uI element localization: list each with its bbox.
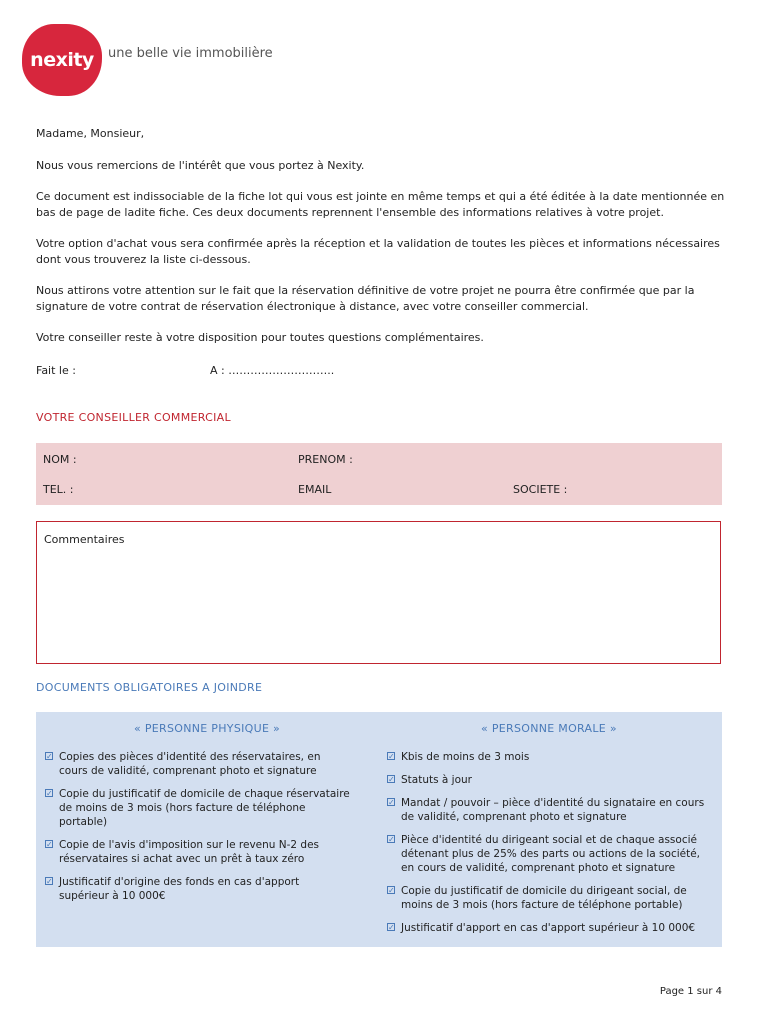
list-item: ✓ Statuts à jour [388,774,472,786]
checkbox-icon: ✓ [388,923,395,932]
nom-field: NOM : [43,453,77,466]
morale-title: « PERSONNE MORALE » [481,722,617,735]
checkbox-icon: ✓ [388,835,395,844]
checkbox-icon: ✓ [46,840,53,849]
fait-le-label: Fait le : [36,364,76,377]
list-item: ✓ Justificatif d'origine des fonds en cas d'apport supérieur à 10 000€ [46,876,300,902]
checkbox-icon: ✓ [46,877,53,886]
paragraph-1: Nous vous remercions de l'intérêt que vous portez à Nexity. [36,158,365,172]
physique-list [45,750,350,912]
list-item: ✓ Copie de l'avis d'imposition sur le revenu N-2 des réservataires si achat avec un prêt à taux zéro [46,839,320,865]
tel-field: TEL. : [43,483,74,496]
signature-line [36,364,726,380]
list-item: ✓ Pièce d'identité du dirigeant social et de chaque associé détenant plus de 25% des parts ou actions de la société, en cours de validité, comprenant photo et signature [388,834,701,874]
checkbox-icon: ✓ [388,886,395,895]
documents-box [36,712,722,947]
list-item: ✓ Copie du justificatif de domicile du dirigeant social, de moins de 3 mois (hors facture de téléphone portable) [388,885,687,911]
tagline: une belle vie immobilière [108,45,273,61]
paragraph-5: Votre conseiller reste à votre disposition pour toutes questions complémentaires. [36,331,484,344]
paragraph-2: Ce document est indissociable de la fiche lot qui vous est jointe en même temps et qui a été éditée à la date mentionnée en bas de page de ladite fiche. Ces deux documents reprennent l'ensemble des informations relatives à votre projet. [36,190,725,219]
list-item: ✓ Mandat / pouvoir – pièce d'identité du signataire en cours de validité, comprenant photo et signature [388,797,705,823]
checkbox-icon: ✓ [46,789,53,798]
checkbox-icon: ✓ [46,752,53,761]
page-number: Page 1 sur 4 [659,986,722,997]
conseiller-section-title: VOTRE CONSEILLER COMMERCIAL [36,411,231,424]
comments-label: Commentaires [44,533,125,546]
letter-body [36,126,726,362]
paragraph-4: Nous attirons votre attention sur le fait que la réservation définitive de votre projet ne pourra être confirmée que par la signature de votre contrat de réservation électronique à distance, avec votre conseiller commercial. [36,284,695,313]
checkbox-icon: ✓ [388,798,395,807]
prenom-field: PRENOM : [298,453,353,466]
salutation: Madame, Monsieur, [36,127,145,140]
nexity-logo [22,24,102,96]
list-item: ✓ Kbis de moins de 3 mois [388,751,530,763]
conseiller-box [36,443,722,505]
list-item: ✓ Copie du justificatif de domicile de chaque réservataire de moins de 3 mois (hors facture de téléphone portable) [46,788,350,828]
comments-box [36,521,721,664]
checkbox-icon: ✓ [388,752,395,761]
checkbox-icon: ✓ [388,775,395,784]
list-item: ✓ Copies des pièces d'identité des réservataires, en cours de validité, comprenant photo et signature [46,751,321,777]
email-field: EMAIL [298,483,332,496]
list-item: ✓ Justificatif d'apport en cas d'apport supérieur à 10 000€ [388,922,696,934]
physique-title: « PERSONNE PHYSIQUE » [134,722,281,735]
morale-list [387,750,712,944]
societe-field: SOCIETE : [513,483,568,496]
paragraph-3: Votre option d'achat vous sera confirmée après la réception et la validation de toutes les pièces et informations nécessaires dont vous trouverez la liste ci-dessous. [36,237,720,266]
a-label: A : ……………………….. [210,364,335,377]
documents-section-title: DOCUMENTS OBLIGATOIRES A JOINDRE [36,681,263,694]
header-logo [22,24,273,96]
brand-name: nexity [30,49,94,71]
